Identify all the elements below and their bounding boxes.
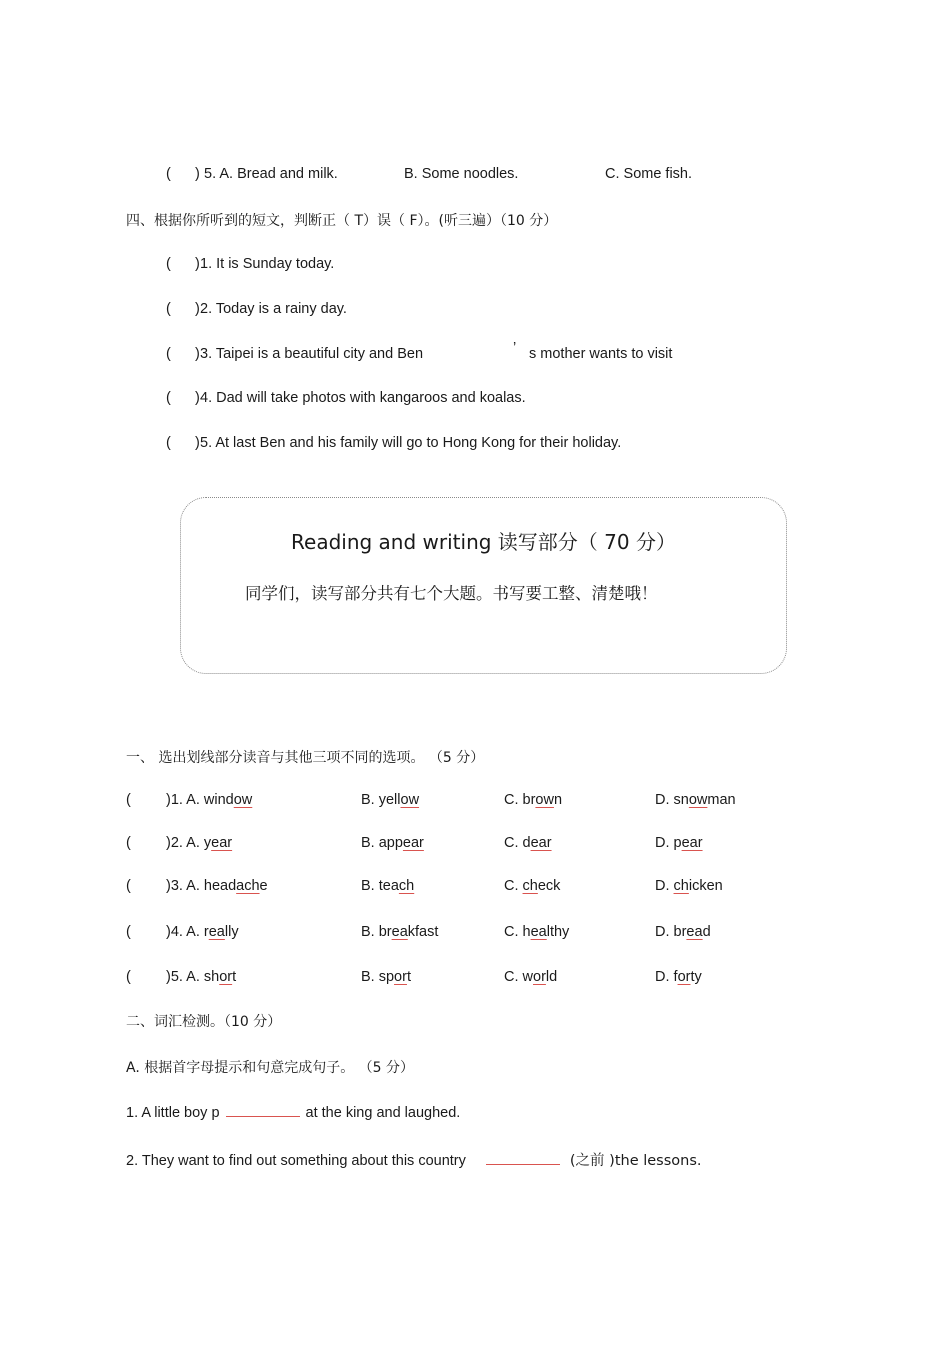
option-word: [504, 878, 560, 894]
answer-paren: ( ): [166, 166, 200, 182]
underlined-letters: or: [219, 969, 233, 985]
underlined-letters: ear: [402, 835, 424, 851]
option-word: [361, 878, 414, 894]
statement-row: [166, 301, 347, 317]
word-part: e: [259, 878, 268, 894]
statement-text-tail: s mother wants to visit: [529, 346, 673, 362]
word-part: D. sn: [655, 792, 689, 808]
option-d: [655, 792, 736, 808]
option-d: [655, 878, 723, 894]
word-part: B. yell: [361, 792, 401, 808]
word-part: C. br: [504, 792, 536, 808]
option-word: [655, 969, 702, 985]
statement-text: 3. Taipei is a beautiful city and Ben: [200, 346, 424, 362]
option-word: [504, 969, 557, 985]
part-title: A. 根据首字母提示和句意完成句子。 （5 分）: [126, 1060, 415, 1076]
section-title: 四、根据你所听到的短文，判断正（ T）误（ F）。(听三遍）（10 分）: [126, 213, 558, 229]
option-c: [504, 878, 560, 894]
word-part: D. p: [655, 835, 682, 851]
underlined-letters: ach: [236, 878, 260, 894]
answer-paren: (: [126, 924, 131, 940]
word-part: B. app: [361, 835, 403, 851]
question-text: (之前 )the lessons.: [569, 1153, 702, 1169]
statement-row: [166, 256, 334, 272]
underlined-letters: ow: [400, 792, 420, 808]
question-number: [126, 835, 232, 851]
underlined-letters: ow: [535, 792, 554, 808]
statement-text: 4. Dad will take photos with kangaroos and koalas.: [200, 390, 526, 406]
answer-paren: ( ): [166, 301, 200, 317]
question-text: at the king and laughed.: [305, 1105, 461, 1121]
word-part: t: [406, 969, 411, 985]
word-part: ld: [545, 969, 558, 985]
statement-text: 1. It is Sunday today.: [200, 256, 335, 272]
option-b: [361, 835, 424, 851]
statement-row: [166, 435, 621, 451]
word-part: lthy: [546, 924, 570, 940]
answer-paren: ( ): [166, 346, 200, 362]
underlined-letters: ear: [681, 835, 703, 851]
question-row: [166, 166, 338, 182]
option-word: [361, 924, 438, 940]
word-part: C. h: [504, 924, 531, 940]
question-number: [126, 969, 236, 985]
question-text: 1. A little boy p: [126, 1105, 220, 1121]
option-word: [361, 969, 411, 985]
word-part: head: [203, 878, 237, 894]
answer-blank[interactable]: [486, 1152, 560, 1165]
word-part: B. br: [361, 924, 392, 940]
section-title: 一、 选出划线部分读音与其他三项不同的选项。 （5 分）: [126, 750, 485, 766]
word-part: B. tea: [361, 878, 399, 894]
option-c: [504, 969, 557, 985]
option-d: [655, 924, 711, 940]
answer-blank[interactable]: [226, 1104, 300, 1117]
question-label: )3. A.: [166, 878, 204, 894]
option-word: [655, 835, 703, 851]
fill-question: [126, 1149, 702, 1170]
answer-paren: ( ): [166, 390, 200, 406]
option-a: [204, 792, 252, 808]
option-b: [361, 878, 414, 894]
apostrophe: ’: [513, 340, 517, 356]
underlined-letters: ea: [391, 924, 408, 940]
underlined-letters: ch: [398, 878, 415, 894]
word-part: r: [203, 924, 209, 940]
word-part: ty: [690, 969, 702, 985]
answer-paren: (: [126, 835, 131, 851]
question-label: )5. A.: [166, 969, 204, 985]
option-c: [504, 924, 569, 940]
option-word: [655, 878, 723, 894]
underlined-letters: ea: [686, 924, 703, 940]
option-word: [504, 792, 562, 808]
reading-writing-box: [180, 497, 787, 674]
option-c: C. Some fish.: [605, 166, 693, 182]
word-part: kfast: [407, 924, 439, 940]
question-text: 5. A. Bread and milk.: [204, 166, 338, 182]
question-number: [126, 878, 268, 894]
word-part: icken: [688, 878, 723, 894]
statement-text: 2. Today is a rainy day.: [200, 301, 347, 317]
option-b: [361, 792, 419, 808]
word-part: D.: [655, 878, 674, 894]
option-word: [655, 792, 736, 808]
option-c: [504, 835, 552, 851]
underlined-letters: ea: [208, 924, 225, 940]
option-word: [504, 835, 552, 851]
option-word: [361, 792, 419, 808]
option-c: [504, 792, 562, 808]
underlined-letters: or: [677, 969, 691, 985]
word-part: C. w: [504, 969, 533, 985]
option-a: [204, 835, 232, 851]
question-number: [126, 924, 239, 940]
answer-paren: ( ): [166, 435, 200, 451]
word-part: sh: [203, 969, 220, 985]
underlined-letters: ow: [233, 792, 253, 808]
word-part: lly: [224, 924, 239, 940]
underlined-letters: or: [394, 969, 407, 985]
box-note: 同学们，读写部分共有七个大题。书写要工整、清楚哦！: [245, 584, 658, 603]
statement-row: [166, 346, 423, 362]
fill-question: [126, 1104, 460, 1121]
word-part: d: [702, 924, 711, 940]
statement-text: 5. At last Ben and his family will go to Hong Kong for their holiday.: [200, 435, 622, 451]
option-b: [361, 969, 411, 985]
underlined-letters: ea: [530, 924, 547, 940]
option-word: [361, 835, 424, 851]
question-label: )2. A.: [166, 835, 204, 851]
section-title: 二、词汇检测。（10 分）: [126, 1014, 282, 1030]
answer-paren: (: [126, 878, 131, 894]
word-part: B. sp: [361, 969, 395, 985]
option-a: [204, 878, 268, 894]
underlined-letters: or: [533, 969, 546, 985]
option-word: [504, 924, 569, 940]
option-a: [204, 924, 239, 940]
word-part: n: [553, 792, 563, 808]
word-part: man: [707, 792, 736, 808]
underlined-letters: ear: [211, 835, 233, 851]
underlined-letters: ch: [673, 878, 689, 894]
option-a: [204, 969, 236, 985]
underlined-letters: ear: [530, 835, 552, 851]
question-number: [126, 792, 252, 808]
statement-row: [166, 390, 526, 406]
underlined-letters: ch: [522, 878, 538, 894]
word-part: wind: [203, 792, 234, 808]
answer-paren: (: [126, 969, 131, 985]
option-d: [655, 969, 702, 985]
word-part: eck: [537, 878, 561, 894]
option-b: [361, 924, 438, 940]
question-label: )1. A.: [166, 792, 204, 808]
answer-paren: ( ): [166, 256, 200, 272]
word-part: t: [232, 969, 237, 985]
question-text: 2. They want to find out something about this country: [126, 1153, 466, 1169]
answer-paren: (: [126, 792, 131, 808]
word-part: C. d: [504, 835, 531, 851]
box-title: Reading and writing 读写部分（ 70 分）: [291, 530, 676, 554]
word-part: D. f: [655, 969, 678, 985]
word-part: D. br: [655, 924, 687, 940]
word-part: C.: [504, 878, 523, 894]
underlined-letters: ow: [688, 792, 708, 808]
word-part: y: [203, 835, 212, 851]
option-d: [655, 835, 703, 851]
option-word: [655, 924, 711, 940]
option-b: B. Some noodles.: [404, 166, 519, 182]
question-label: )4. A.: [166, 924, 204, 940]
